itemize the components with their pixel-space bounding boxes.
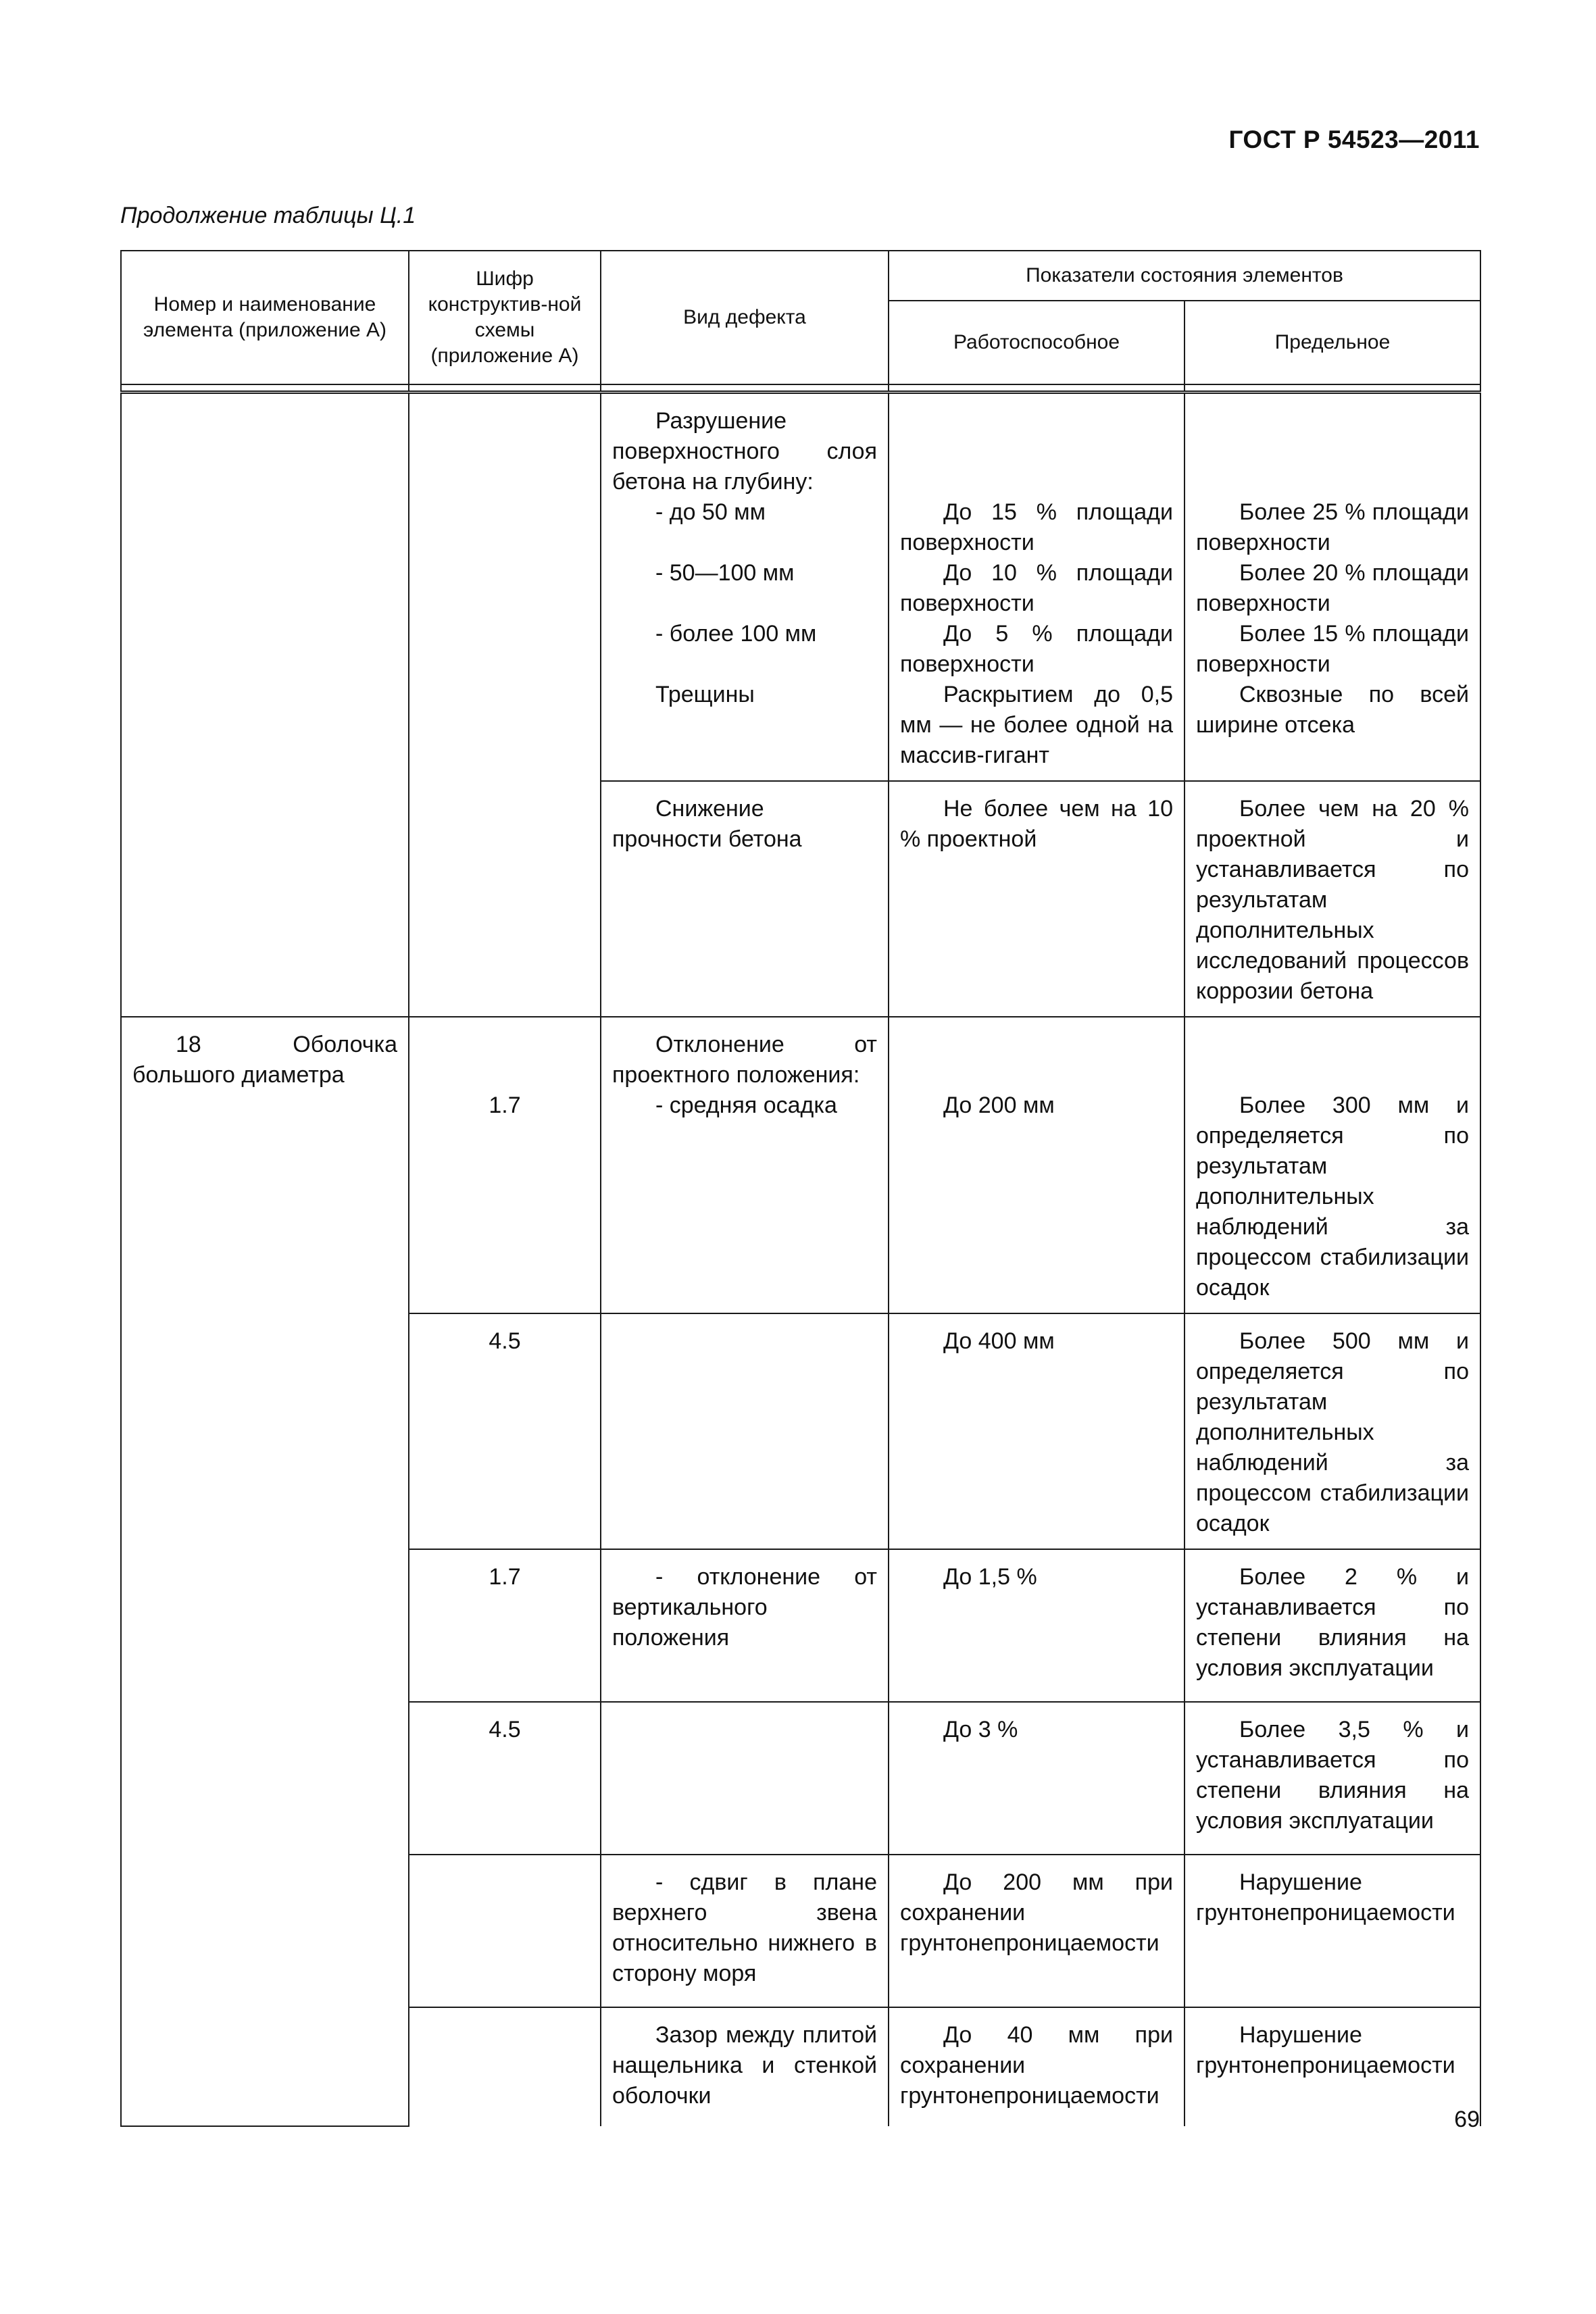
working-value: До 1,5 % [943,1564,1037,1590]
working-value: До 40 мм при сохранении грунтонепроницаемости [900,2022,1173,2109]
header-working: Работоспособное [889,301,1184,384]
working-value: До 5 % площади поверхности [900,621,1173,677]
limit-value: Более 3,5 % и устанавливается по степени влияния на условия эксплуатации [1196,1717,1470,1834]
cell-defect [601,1549,889,1702]
limit-value: Более 500 мм и определяется по результатам дополнительных наблюдений за процессом стабилизации осадок [1196,1328,1470,1536]
cell-limit [1184,1549,1480,1702]
working-value: До 3 % [943,1717,1018,1742]
limit-value: Более 15 % площади поверхности [1196,621,1470,677]
cell-limit [1184,393,1480,782]
cell-limit [1184,781,1480,1017]
cell-code [409,1313,601,1549]
limit-value: Более 300 мм и определяется по результатам дополнительных наблюдений за процессом стабилизации осадок [1196,1092,1470,1301]
defect-text: Снижение прочности бетона [612,796,802,852]
cell-limit [1184,1017,1480,1313]
working-value: Раскрытием до 0,5 мм — не более одной на массив-гигант [900,682,1173,768]
cell-element [121,1017,409,2126]
page-number: 69 [1454,2107,1480,2132]
cell-defect [601,393,889,782]
working-value: До 200 мм [943,1092,1055,1118]
cell-code [409,1017,601,1313]
table-row [121,393,1480,782]
table-caption: Продолжение таблицы Ц.1 [120,203,416,228]
standard-code: ГОСТ Р 54523—2011 [1228,126,1480,153]
cell-working [889,1702,1184,1855]
defect-item: - средняя осадка [655,1092,837,1118]
cell-working [889,2007,1184,2126]
cell-working [889,1313,1184,1549]
defect-intro: Разрушение поверхностного слоя бетона на глубину: [612,408,877,495]
cell-limit [1184,1855,1480,2007]
limit-value: Более 20 % площади поверхности [1196,560,1470,616]
defect-item: - более 100 мм [655,621,817,647]
header-scheme-code: Шифр конструктив-ной схемы (приложение А) [409,251,601,384]
cell-working [889,393,1184,782]
defect-intro: Отклонение от проектного положения: [612,1032,877,1088]
cell-working [889,1855,1184,2007]
table-row [121,1017,1480,1313]
defect-text: - отклонение от вертикального положения [612,1564,877,1651]
table-header-row [121,251,1480,301]
working-value: До 400 мм [943,1328,1055,1354]
cell-working [889,781,1184,1017]
scheme-code: 1.7 [489,1564,521,1590]
cell-defect [601,781,889,1017]
cell-defect [601,2007,889,2126]
header-separator [121,384,1480,393]
defect-text: - сдвиг в плане верхнего звена относительно нижнего в сторону моря [612,1869,877,1986]
cell-code [409,1549,601,1702]
header-limit: Предельное [1184,301,1480,384]
element-name: 18 Оболочка большого диаметра [132,1032,397,1088]
cell-defect [601,1702,889,1855]
limit-value: Сквозные по всей ширине отсека [1196,682,1470,738]
working-value: До 15 % площади поверхности [900,499,1173,555]
defect-item: - 50—100 мм [655,560,795,586]
scheme-code: 4.5 [489,1717,521,1742]
cell-defect [601,1313,889,1549]
working-value: Не более чем на 10 % проектной [900,796,1173,852]
defect-item: - до 50 мм [655,499,766,525]
defect-text: Зазор между плитой нащельника и стенкой оболочки [612,2022,877,2109]
cell-limit [1184,1313,1480,1549]
cell-code [409,1702,601,1855]
defects-table [120,250,1481,2127]
limit-value: Более чем на 20 % проектной и устанавливается по результатам дополнительных исследований процессов коррозии бетона [1196,796,1470,1004]
cell-code [409,393,601,1017]
cell-element [121,393,409,1017]
working-value: До 10 % площади поверхности [900,560,1173,616]
scheme-code: 1.7 [489,1092,521,1118]
header-defect-type: Вид дефекта [601,251,889,384]
limit-value: Более 25 % площади поверхности [1196,499,1470,555]
scheme-code: 4.5 [489,1328,521,1354]
cell-working [889,1017,1184,1313]
working-value: До 200 мм при сохранении грунтонепроницаемости [900,1869,1173,1956]
cell-defect [601,1855,889,2007]
defect-item: Трещины [655,682,755,707]
header-element: Номер и наименование элемента (приложение А) [121,251,409,384]
cell-code [409,2007,601,2126]
cell-limit [1184,2007,1480,2126]
cell-limit [1184,1702,1480,1855]
cell-code [409,1855,601,2007]
cell-defect [601,1017,889,1313]
cell-working [889,1549,1184,1702]
header-indicators: Показатели состояния элементов [889,251,1480,301]
limit-value: Нарушение грунтонепроницаемости [1196,1869,1455,1926]
limit-value: Более 2 % и устанавливается по степени влияния на условия эксплуатации [1196,1564,1470,1681]
limit-value: Нарушение грунтонепроницаемости [1196,2022,1455,2078]
